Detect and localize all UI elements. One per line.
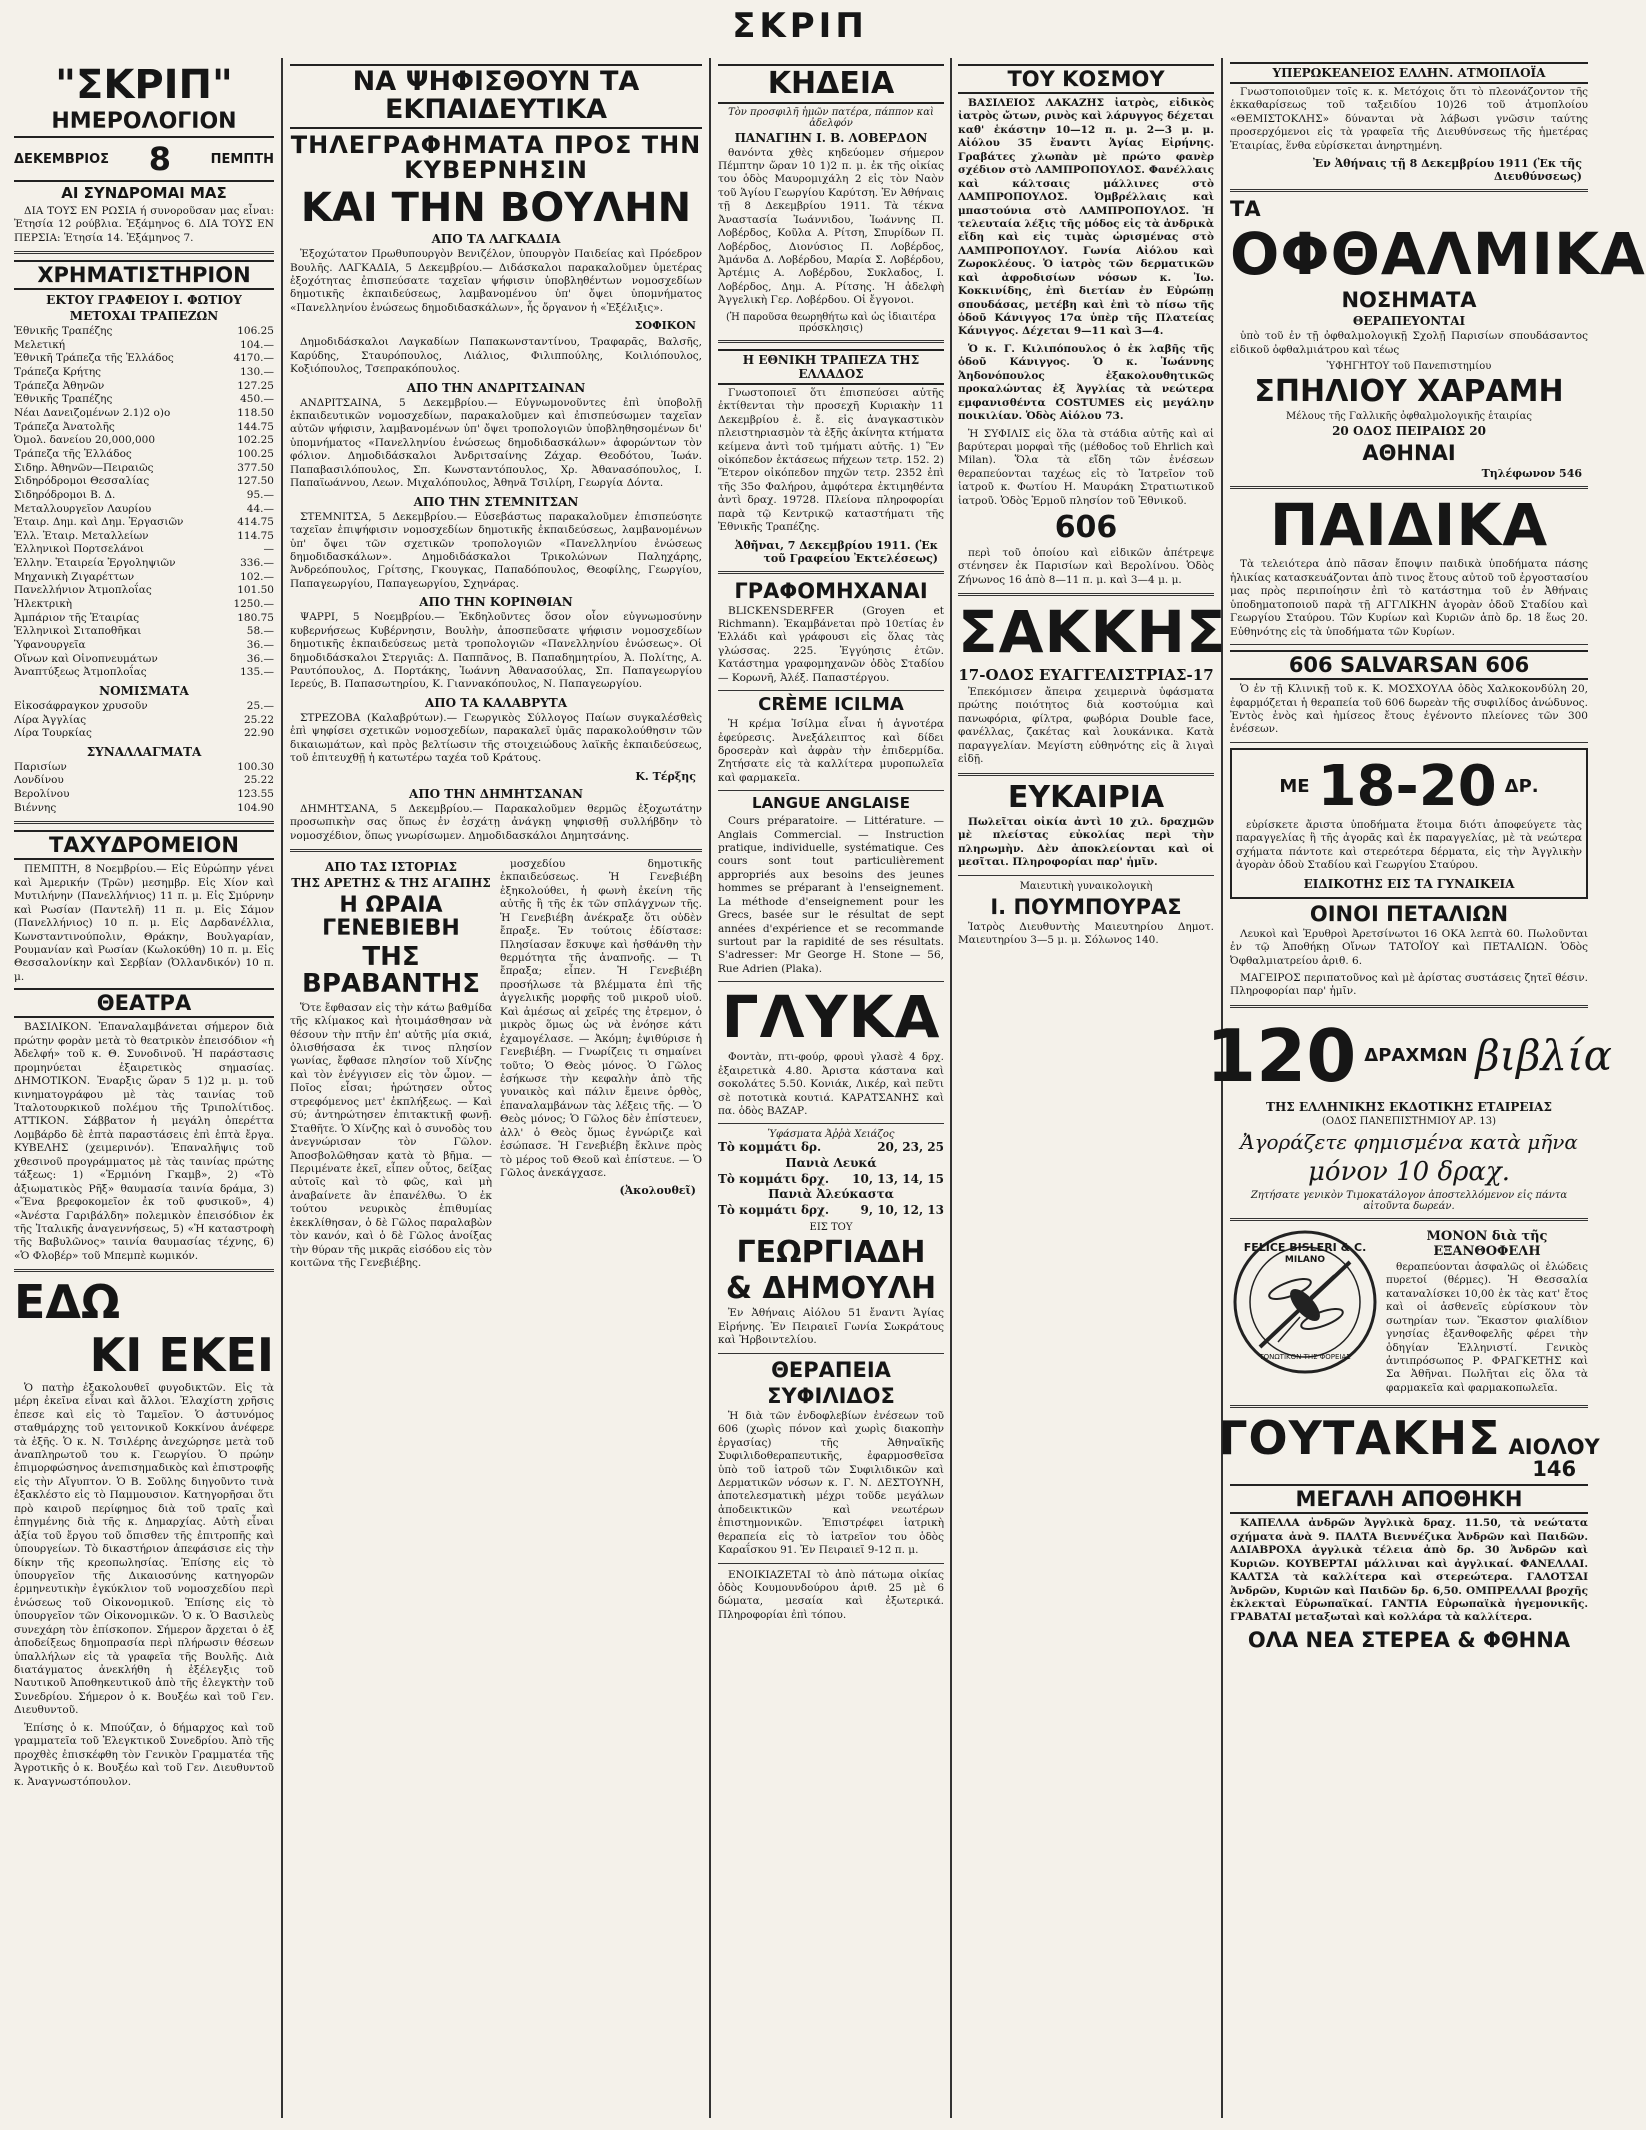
table-row: Μηχανικὴ Ζιγαρέττων 102.—: [14, 570, 274, 583]
exchange-subheading: ΜΕΤΟΧΑΙ ΤΡΑΠΕΖΩΝ: [69, 309, 219, 324]
kids-text: Τὰ τελειότερα ἀπὸ πᾶσαν ἔποψιν παιδικὰ ὑποδήματα πάσης ἡλικίας κατασκευάζονται ἀπὸ τινος ἔτους αὐτοῦ τοῦ ἐργοστασίου μας πρὸς περιποίησιν ἐπὶ τὸ κατάστημα τοῦ ἐν Ἀθήναις ὑποδηματοποιοῦ παρὰ τῇ ΑΓΓΛΙΚΗΝ ἀγορὰν ὁδοῦ Σταδίου καὶ Γεωργίου Σταύρου. Τῶν Κυρίων καὶ Κυριῶν ἀπὸ δρ. 18 ἕως 20. Εὐθηνότης εἰς τὰ ὑποδήματα τῶν Κυρίων.: [1230, 558, 1588, 638]
fabric-prices: [718, 1140, 944, 1218]
article-text: ΨΑΡΡΙ, 5 Νοεμβρίου.— Ἐκδηλοῦντες ὅσον οἷον εὐγνωμοσύνην κυβερνήσεως Κυβέρνησιν, Βουλὴν, ἀποσπεῦσατε ψήφισιν νομοσχεδίων δημοτικῆς ἐκπαιδεύσεως μετὰ τροπολογιῶν «Πανελληνίου ἑνώσεως». Οἱ δημοδιδάσκαλοι Στεργιᾶς: Δ. Παππᾶνος, Β. Παπαδημητρίου, Ἀ. Πολίτης, Α. Ραυτόπουλος, Δ. Πορτάκης, Ἰωάννη Ἀθανασούλας, Σπ. Παπαγεωργίου Ιερεύς, Β. Παπασωτηρίου, Κ. Γιαννακόπουλος, Ν. Παπαγεωργίου.: [290, 611, 702, 691]
table-row: Ἑλλην. Ἑταιρεία Ἐργοληψιῶν 336.—: [14, 557, 274, 570]
list-item: Πανιὰ Ἀλεύκαστα: [768, 1187, 894, 1202]
post-text: ΠΕΜΠΤΗ, 8 Νοεμβρίου.— Εἰς Εὐρώπην γένει καὶ Ἀμερικήν (Τρῶν) μεσημβρ. Εἰς Χίον καὶ Μυτιλήνην (Πανελλήνιος) 11 π. μ. Εἰς Σμύρνην καὶ Ρωσίαν (Παντελῆ) 11 π. μ. Εἰς Σάμον (Πανελλήνιος) 10 π. μ. Εἰς Δαρδανέλλια, Κωνσταντινούπολιν, Θράκην, Βουλγαρίαν, Ρουμανίαν καὶ Ρωσίαν (Κωλοκύθη) 10 π. μ. Εἰς Θεσσαλονίκην καὶ Σερβίαν (Ὀλλανδικόν) 10 π. μ.: [14, 863, 274, 983]
table-row: Ἐθνικῆ Τράπεζα τῆς Ἑλλάδος 4170.—: [14, 352, 274, 365]
table-row: Λονδίνου 25.22: [14, 774, 274, 787]
headline: ΝΑ ΨΗΦΙΣΘΟΥΝ ΤΑ ΕΚΠΑΙΔΕΥΤΙΚΑ: [290, 64, 702, 129]
table-row: Ἑλλ. Ἐταιρ. Μεταλλείων 114.75: [14, 529, 274, 542]
column-rule: [281, 58, 283, 2118]
bank-signature: Ἀθῆναι, 7 Δεκεμβρίου 1911. (Ἐκ τοῦ Γραφείου Ἐκτελέσεως): [734, 538, 938, 565]
funeral-sub: Τὸν προσφιλῆ ἡμῶν πατέρα, πάππον καὶ ἀδελφόν: [728, 106, 934, 129]
table-row: Βιέννης 104.90: [14, 801, 274, 814]
oph-phone: Τηλέφωνον 546: [1481, 466, 1582, 480]
kids-heading: ΠΑΙΔΙΚΑ: [1269, 490, 1549, 559]
fx-heading: ΣΥΝΑΛΛΑΓΜΑΤΑ: [86, 744, 202, 759]
lang-text: Cours préparatoire. — Littérature. — Anglais Commercial. — Instruction pratique, individuelle, systématique. Ces cours sont tout particulièrement appropriés aux besoins des jeunes hommes se préparant à l'enseignement. La méthode d'enseignement pour les Grecs, basée sur le résultat de sept années d'expérience et se recommande surtout par la rapidité de ses résultats. S'adresser: Mr George H. Stone — 56, Rue Adrien (Plaka).: [718, 815, 944, 975]
edo-text-2: Ἐπίσης ὁ κ. Μπούζαν, ὁ δήμαρχος καὶ τοῦ γραμματεῖα τοῦ Ἑλεγκτικοῦ Συνεδρίου. Ἀπὸ τῆς προχθὲς ἐπισκέφθη τὸν Γενικὸν Γραμματέα τῆς Ἀγροτικῆς ὁ κ. Βουξέω καὶ τοῦ Γεν. Διευθυντοῦ κ. Ἀναγνωστόπουλον.: [14, 1721, 274, 1788]
calendar-date: [14, 136, 274, 182]
funeral-text: θανόντα χθὲς κηδεύομεν σήμερον Πέμπτην ὥραν 10 1)2 π. μ. ἐκ τῆς οἰκίας του ὁδὸς Μαυρομιχάλη 2 εἰς τὸν Ναὸν τοῦ Ἁγίου Γεωργίου Καρύτση. Ἐν Ἀθήναις τῇ 8 Δεκεμβρίου 1911. Τὰ τέκνα Ἀναστασία Ἰωάννιδου, Ἰωάννης Π. Λοβέρδος, Κοῦλα Α. Ρίτση, Σπυρίδων Π. Λοβέρδος, Διονύσιος Π. Λοβέρδος, Ἀμάνδα Δ. Λοβέρδου, Μαρία Σ. Λοβέρδου, Ἀρτέμις Α. Λοβέρδου, Συκλαδος, Ι. Λοβέρδος, Δημ. Α. Ρίτσης. Ἡ ἀδελφὴ Ἀγγελικὴ Γερ. Λοβέρδου. Οἱ ἔγγονοι.: [718, 146, 944, 307]
books-line-1: Ἀγοράζετε φημισμένα κατὰ μῆνα: [1240, 1129, 1578, 1154]
table-row: Σιδηρ. Ἀθηνῶν—Πειραιῶς 377.50: [14, 461, 274, 474]
column-3: [712, 60, 950, 2115]
calendar-title: ΗΜΕΡΟΛΟΓΙΟΝ: [51, 109, 237, 134]
story-text: μοσχεδίου δημοτικῆς ἐκπαιδεύσεως. Ἡ Γενεβιέβη ἐξηκολούθει, ἡ φωνὴ ἐκείνη τῆς αὐτῆς ἢ τῆς ἐκ τῶν σπλάγχνων τῆς. Ἡ Γενεβιέβη ἀνέκραξε ὅτι οὐδὲν ἔπραξε. Ἐν τούτοις ἐδίστασε: Πλησίασαν ἔσκυψε καὶ ἠσθάνθη τὴν θερμότητα τῆς ἀναπνοῆς. — Τι ἔπραξα; εἶπεν. Ἡ Γενεβιέβη προσήλωσε τὰ βλέμματα ἐπὶ τῆς ἀγγελικῆς μορφῆς τοῦ μικροῦ υἱοῦ. Καὶ ἀμέσως αἱ χεῖρές της ἐτρεμον, ὁ μικρὸς ὅμως ὡς νὰ ἐνόησε κάτι ἐχαμογέλασε. — Ἀκόμη; ἐψιθύρισε ἡ Γενεβιέβη. — Γνωρίζεις τι σημαίνει τοῦτο; Ὁ Θεὸς μόνος. Ὁ Γῶλος ἐσήκωσε τὴν κεφαλὴν ἀπὸ τῆς γυναικὸς καὶ πάλιν ἔμεινε ὀρθὸς, ἐπαναλαμβάνων τὰς λέξεις τῆς. — Ὁ Θεὸς μόνος; Ὁ Γῶλος δὲν ἐπίστευεν, ἀλλ' ὁ Θεὸς ὅμως ἐγνώριζε καὶ ἐσώπασε. Ἡ Γενεβιέβη ἔκλινε πρὸς τὸ μέρος τοῦ Θεοῦ καὶ ἐπίστευε. — Ὁ Γῶλος ἀνεκάγχασε.: [500, 857, 702, 1179]
sakkis-heading: ΣΑΚΚΗΣ: [958, 597, 1227, 666]
table-row: Ἠλεκτρικὴ 1250.—: [14, 598, 274, 611]
table-row: Ἑλληνικοὶ Σιταποθῆκαι 58.—: [14, 625, 274, 638]
story-continued: (Ἀκολουθεῖ): [619, 1184, 696, 1198]
list-item: Τὸ κομμάτι δρχ. 9, 10, 12, 13: [718, 1202, 944, 1217]
logo-text: FELICE BISLERI & C.: [1243, 1240, 1367, 1254]
books-price: [1206, 1013, 1612, 1098]
table-row: Τράπεζα Ἀθηνῶν 127.25: [14, 379, 274, 392]
lang-heading: LANGUE ANGLAISE: [752, 794, 910, 813]
goutakis-sub: ΜΕΓΑΛΗ ΑΠΟΘΗΚΗ: [1230, 1484, 1588, 1514]
table-row: Λίρα Τουρκίας 22.90: [14, 727, 274, 740]
section-sub: ΑΠΟ ΤΗΝ ΔΗΜΗΤΣΑΝΑΝ: [409, 786, 583, 801]
price-range: 18-20: [1317, 753, 1497, 819]
calendar-weekday: ΠΕΜΠΤΗ: [210, 151, 274, 167]
table-row: Τράπεζα Ἀνατολῆς 144.75: [14, 420, 274, 433]
funeral-note: (Ἡ παροῦσα θεωρηθήτω καὶ ὡς ἰδιαιτέρα πρόσκλησις): [725, 311, 937, 334]
article-text: ΑΝΔΡΙΤΣΑΙΝΑ, 5 Δεκεμβρίου.— Εὐγνωμονοῦντες ἐπὶ ὑποβολῇ ἐκπαιδευτικῶν νομοσχεδίων, παρακαλοῦμεν καὶ ἐπισπεύσωμεν ταχεῖαν αὐτῶν ψήφισιν, λαμβανομένων ὑπ' ὄψει τροπολογιῶν ὑποβληθησομένων δι' ὑπομνήματος «Πανελληνίου ἑνώσεως δημοδιδασκάλων» ἀφορώντων τὸν φόλιον. Δημοδιδάσκαλοι Ἀνδριτσαίνης Ζάχαρ. Θεοδότου, Ἰωάν. Παπαβασιλόπουλος, Σπ. Κωνσταντόπουλος, Χρ. Ἀθανασόπουλος, Ι. Παπαϊωάννου, Λεων. Μιχαλόπουλος, Ἀθηνᾶ Τσιλίρη, Γεωργία Δόντα.: [290, 396, 702, 490]
books-line-2: μόνον 10 δραχ.: [1308, 1156, 1510, 1187]
exanthofeli-text: θεραπεύονται ἀσφαλῶς οἱ ἑλώδεις πυρετοί (θέρμες). Ἡ Θεσσαλία καταναλίσκει 10,00 ἐκ τὰς κατ' ἔτος καὶ οἱ ἀσθενεῖς εὑρίσκουν τὸν σωτηρίαν των. Ἕκαστον φιαλίδιον γνησίας ἐξανθοφελῆς φέρει τὴν ὁδηγίαν Ἑλληνιστί. Γενικὸς ἀντιπρόσωπος Ρ. ΦΡΑΓΚΕΤΗΣ καὶ Σα Ἀθῆναι. Πωλῆται εἰς ὅλα τὰ φαρμακεῖα καὶ φαρμακοπωλεῖα.: [1386, 1260, 1588, 1394]
typewriter-text: BLICKENSDERFER (Groyen et Richmann). Ἐκαμβάνεται πρὸ 10ετίας ἐν Ἑλλάδι καὶ γράφουσι εἰς ὅλας τὰς γλώσσας. 225. Ἐγγύησις ἐτῶν. Κατάστημα γραφομηχανῶν ὁδὸς Σταδίου — Κορωνῆ, Ἀλέξ. Παπαστέργου.: [718, 604, 944, 684]
goutakis-heading: ΓΟΥΤΑΚΗΣ: [1218, 1411, 1501, 1466]
shop-text: Ἐν Ἀθήναις Αἰόλου 51 ἔναντι Ἁγίας Εἰρήνης. Ἐν Πειραιεῖ Γωνία Σωκράτους καὶ Ἠρβοιντελίου.: [718, 1307, 944, 1347]
story-title: Η ΩΡΑΙΑ ΓΕΝΕΒΙΕΒΗ: [322, 892, 460, 942]
oph-pre: ΤΑ: [1230, 197, 1261, 222]
section-sub: ΑΠΟ ΤΑ ΚΑΛΑΒΡΥΤΑ: [424, 695, 568, 710]
list-item: Τὸ κομμάτι δρ. 20, 23, 25: [718, 1140, 944, 1155]
table-row: Πανελλήνιον Ἀτμοπλοΐας 101.50: [14, 584, 274, 597]
n606-heading: 606: [1054, 510, 1118, 546]
books-publisher: ΤΗΣ ΕΛΛΗΝΙΚΗΣ ΕΚΔΟΤΙΚΗΣ ΕΤΑΙΡΕΙΑΣ: [1266, 1099, 1552, 1114]
exanthofeli-heading: ΜΟΝΟΝ διὰ τῆς ΕΞΑΝΘΟΦΕΛΗ: [1426, 1228, 1548, 1259]
table-row: Βερολίνου 123.55: [14, 788, 274, 801]
table-row: Μεταλλουργεῖον Λαυρίου 44.—: [14, 502, 274, 515]
table-row: Ἑλληνικοὶ Πορτσελάνοι —: [14, 543, 274, 556]
books-address: (ΟΔΟΣ ΠΑΝΕΠΙΣΤΗΜΙΟΥ ΑΡ. 13): [1322, 1115, 1496, 1127]
oph-sub: ΝΟΣΗΜΑΤΑ: [1341, 288, 1477, 313]
section-sub: ΑΠΟ ΤΗΝ ΣΤΕΜΝΙΤΣΑΝ: [413, 494, 579, 509]
article-text: Ἐξοχώτατον Πρωθυπουργὸν Βενιζέλον, ὑπουργὸν Παιδείας καὶ Πρόεδρον Βουλῆς. ΛΑΓΚΑΔΙΑ, 5 Δεκεμβρίου.— Διδάσκαλοι παρακαλοῦμεν ὑμετέρας ἐξοχότητας ἐπισπεύσατε ταχεῖαν ψήφισιν ὑποβληθέντων νομοσχεδίων δημοτικῆς ἐκπαιδεύσεως, λαμβανομένου ὑπ' ὄψει ὑπομνήματος «Πανελληνίου ἑνώσεως δημοδιδασκάλων», ἧς ὄργανον ἡ «Ἐξέλιξις».: [290, 248, 702, 314]
syph-text: Ἡ διὰ τῶν ἐνδοφλεβίων ἐνέσεων τοῦ 606 (χωρὶς πόνον καὶ χωρὶς διακοπὴν ἐργασίας) τῆς Ἀθηναϊκῆς Συφιλιδοθεραπευτικῆς, ἐφαρμοσθεῖσα ὑπὸ τοῦ ἰατροῦ τῶν Συφιλιδικῶν καὶ Δερματικῶν νόσων κ. Γ. Ν. ΔΕΣΤΟΥΝΗ, ἀποτελεσματικὴ μέχρι τοῦδε μεγάλων ἀποδεικτικῶν καὶ νεωτέρων ἐπιστημονικῶν. Ἐπιστρέφει ἰατρικὴ θεραπεία εἰς τὸ ἰατρεῖον του ὁδὸς Καραΐσκου 91. Ἐν Πειραιεῖ 9-12 π. μ.: [718, 1409, 944, 1557]
goutakis-address: ΑΙΟΛΟΥ 146: [1508, 1435, 1600, 1482]
shoe-foot: ΕΙΔΙΚΟΤΗΣ ΕΙΣ ΤΑ ΓΥΝΑΙΚΕΙΑ: [1303, 876, 1515, 891]
doctor-specialty: Μαιευτικὴ γυναικολογικὴ: [1019, 880, 1153, 892]
section-sub: ΑΠΟ ΤΗΝ ΑΝΔΡΙΤΣΑΙΝΑΝ: [406, 380, 586, 395]
column-1: [8, 60, 280, 2115]
creme-text: Ἡ κρέμα Ἰσίλμα εἶναι ἡ ἀγνοτέρα ἐφεύρεσις. Ἀνεξάλειπτος καὶ δίδει δροσερὰν καὶ ἀφρὰν τὴν ἐπιδερμίδα. Ζητήσατε εἰς τὰ καλλίτερα μυροπωλεῖα καὶ φαρμακεῖα.: [718, 718, 944, 784]
table-row: Μελετική 104.—: [14, 338, 274, 351]
shoe-text: εὑρίσκετε ἄριστα ὑποδήματα ἕτοιμα διότι ἀποφεύγετε τὰς παραγγελίας ἢ τῆς ἀγορᾶς καὶ ἐκ παραγγελίας, μὲ τὰ νεώτερα σχήματα πάντοτε καὶ στερεότερα δέρματα, εἰς τὴν Ἀγγλικὴν ἀγορὰν ὁδοὺ Σταδίου καὶ Γεωργίου Σταύρου.: [1236, 818, 1582, 872]
syph-heading: ΘΕΡΑΠΕΙΑ: [771, 1357, 891, 1382]
story-right: [500, 858, 702, 1275]
theatre-text: ΒΑΣΙΛΙΚΟΝ. Ἐπαναλαμβάνεται σήμερον διὰ πρώτην φορὰν μετὰ τὸ θεατρικὸν ἐπεισόδιον «ἡ Ἀδελφή» τοῦ κ. Θ. Συνοδινοῦ. Ἡ παράστασις προμηνύεται ἐξαιρετικὸς σημασίας. ΔΗΜΟΤΙΚΟΝ. Ἐναρξις ὥραν 5 1)2 μ. μ. τοῦ κινηματογράφου μὲ τὰς ταινίας τοῦ Ἰταλοτουρκικοῦ πολέμου τῆς Τριπολίτιδος. ΑΤΤΙΚΟΝ. Σάββατον ἡ μεγάλη ὀπερέττα Λομβάρδο δὲ ἑπτὰ παραστάσεις ἐπὶ ἑπτὰ ἔργα. ΚΥΒΕΛΗΣ (χειμερινόν). Ἐπαναλῆψις τοῦ χθεσινοῦ προγράμματος μὲ τὰς ταινίας πρώτης τάξεως: 1) «Ἑρμιόνη Γκαμβ», 2) «Τὸ ἀξιωματικὸς Ρῆξ» θαυμασία ταινία δράμα, 3) «Ἕνα βρεφοκομεῖον ἐκ τοῦ φυσικοῦ», 4) «Ἀνέστα Γαριβάλδη» πολεμικὸν ἐπεισόδιον ἐκ τῆς Ἰταλικῆς ἀναγεννήσεως, 5) «Ἡ καταστροφὴ τῆς Βαβυλῶνος» ταινία θαυμασίας τέχνης, 6) «Ὁ Φλοβέρ» τοῦ Μπεμπὲ κωμικόν.: [14, 1021, 274, 1262]
kosmos-text-2: Ὁ κ. Γ. Κιλιπόπουλος ὁ ἐκ λαβῆς τῆς ὁδοῦ Κάνιγγος. Ὁ κ. Ἰωάννης Ἀηδονόπουλος ἐξακολουθητικῶς προκαλώντας ἐξ Ἀγγλίας τὰ νεώτερα εμφανισθέντα COSTUMES εἰς μεγάλην ποικιλίαν. Ὁδὸς Αἰόλου 73.: [958, 342, 1214, 423]
ship-signature: Ἐν Ἀθήναις τῇ 8 Δεκεμβρίου 1911 (Ἐκ τῆς Διευθύνσεως): [1313, 157, 1582, 184]
wine-text: Λευκοὶ καὶ Ἐρυθροὶ Ἀρετσίνωτοι 16 ΟΚΑ λεπτὰ 60. Πωλοῦνται ἐν τῷ Ἀποθήκῃ Οἴνων ΤΑΤΟΪΟΥ καὶ ΠΕΤΑΛΙΩΝ. Ὁδὸς Ὀφθαλμιατρείου ἀριθ. 6.: [1230, 927, 1588, 967]
creme-heading: CRÈME ICILMA: [758, 694, 904, 716]
table-row: Ἐθνικῆς Τραπέζης 106.25: [14, 325, 274, 338]
price-pre: ΜΕ: [1279, 775, 1310, 797]
theatre-heading: ΘΕΑΤΡΑ: [14, 988, 274, 1018]
oph-text-2: ὙΦΗΓΗΤΟΥ τοῦ Πανεπιστημίου: [1326, 361, 1492, 373]
oph-text-3: Μέλους τῆς Γαλλικῆς ὀφθαλμολογικῆς ἑταιρίας: [1286, 410, 1532, 422]
oph-city: ΑΘΗΝΑΙ: [1362, 440, 1456, 465]
fx-table: [14, 761, 274, 816]
oph-text: ὑπὸ τοῦ ἐν τῇ ὀφθαλμολογικῇ Σχολῇ Παρισίων σπουδάσαντος εἰδικοῦ ὀφθαλμιάτρου καὶ τέως: [1230, 330, 1588, 356]
shop-name-2: & ΔΗΜΟΥΛΗ: [725, 1270, 937, 1306]
doctor-text: Ἰατρὸς Διευθυντὴς Μαιευτηρίου Δημοτ. Μαιευτηρίου 3—5 μ. μ. Σόλωνος 140.: [958, 920, 1214, 947]
sakkis-text: Ἐπεκόμισεν ἄπειρα χειμερινὰ ὑφάσματα πρώτης ποιότητος διὰ κοστούμια καὶ πανωφόρια, φίλτρα, φωβόρια Double face, φανέλλας, ζακέτας καὶ λουκάνικα. Κατὰ παραγγελίαν. Μεγίστη εὐθηνότης εἰς ἃ λιγαὶ εἰδῇ.: [958, 685, 1214, 766]
logo-bottom: ΤΟΝΩΤΙΚΟΝ ΤΗΣ ΦΟΡΕΙΑΣ: [1259, 1352, 1351, 1361]
oph-address: 20 ΟΔΟΣ ΠΕΙΡΑΙΩΣ 20: [1332, 423, 1486, 438]
subscriptions-heading: ΑΙ ΣΥΝΔΡΟΜΑΙ ΜΑΣ: [61, 184, 227, 203]
bank-text: Γνωστοποιεῖ ὅτι ἐπισπεύσει αὐτῆς ἐκτίθενται τὴν προσεχῆ Κυριακὴν 11 Δεκεμβρίου ἐ. ἔ. εἰς ἀναγκαστικὸν πλειστηριασμὸν τὰ ἑξῆς ἀκίνητα κτήματα κείμενα ἀντὶ τοῦ τμήματι αὐτῆς. 1) Ἓν οἰκόπεδον ἐκτάσεως πήχεων τετρ. 152. 2) Ἕτερον οἰκόπεδον πηχῶν τετρ. 2352 ἐπὶ τῆς 35ο Φαλήρου, ἀμφότερα ἐκτιμηθέντα ἀντὶ δραχ. 19728. Πλείονα πληροφορίαι παρὰ τῷ Κεντρικῷ καταστήματι τῆς Ἐθνικῆς Τραπέζης.: [718, 386, 944, 534]
headline-3: ΚΑΙ ΤΗΝ ΒΟΥΛΗΝ: [300, 185, 692, 232]
rent-text: ΕΝΟΙΚΙΑΖΕΤΑΙ τὸ ἀπὸ πάτωμα οἰκίας ὁδὸς Κουμουνδούρου ἀριθ. 25 μὲ 6 δώματα, μεσαία καὶ ἐξωτερικά. Πληροφορίαι ἐπὶ τόπου.: [718, 1568, 944, 1621]
eukairia-heading: ΕΥΚΑΙΡΙΑ: [1007, 779, 1165, 815]
glyka-heading: ΓΛΥΚΑ: [721, 983, 941, 1052]
table-row: Ὑφανουργεῖα 36.—: [14, 638, 274, 651]
story-sub: ΑΠΟ ΤΑΣ ΙΣΤΟΡΙΑΣ: [324, 859, 458, 874]
books-script: βιβλία: [1475, 1031, 1612, 1081]
column-rule: [709, 58, 711, 2118]
goutakis-text: ΚΑΠΕΛΛΑ ἀνδρῶν Ἀγγλικὰ δραχ. 11.50, τὰ νεώτατα σχήματα ἀνὰ 9. ΠΑΛΤΑ Βιεννέζικα Ἀνδρῶν καὶ Παιδῶν. ΑΔΙΑΒΡΟΧΑ ἀγγλικὰ τέλεια ἀπὸ δρ. 30 Ἀνδρῶν καὶ Κυριῶν. ΚΟΥΒΕΡΤΑΙ μάλλιναι καὶ ἀγγλικαί. ΦΑΝΕΛΛΑΙ. ΚΑΛΤΣΑ τὰ καλλίτερα καὶ στερεώτερα. ΓΑΛΟΤΣΑΙ Ἀνδρῶν, Κυριῶν καὶ Παιδῶν δρ. 6,50. ΟΜΠΡΕΛΛΑΙ βροχῆς ἐκλεκταὶ Εὐρωπαϊκαί. ΓΑΝΤΙΑ Εὐρωπαϊκὰ ἡγεμονικῆς. ΓΡΑΒΑΤΑΙ μεταξωταὶ καὶ κολλάρα τὰ καλλίτερα.: [1230, 1517, 1588, 1624]
shoe-ad: [1230, 748, 1588, 899]
table-row: Ἀναπτύξεως Ἀτμοπλοΐας 135.—: [14, 666, 274, 679]
price-unit: ΔΡ.: [1504, 775, 1539, 797]
eukairia-text: Πωλεῖται οἰκία ἀντὶ 10 χιλ. δραχμῶν μὲ πλείστας εὐκολίας περὶ τὴν πληρωμὴν. Δὲν ἀποκλείονται καὶ οἱ μεσῖται. Πληροφορίαι παρ' ἡμῖν.: [958, 816, 1214, 869]
table-row: Τράπεζα Κρήτης 130.—: [14, 366, 274, 379]
article-text: ΣΤΕΜΝΙΤΣΑ, 5 Δεκεμβρίου.— Εὐσεβάστως παρακαλοῦμεν ἐπισπεύσητε ταχεῖαν ἐπιψήφισιν νομοσχεδίων δημοτικῆς ἐκπαιδεύσεως, λαμβανομένων ὑπ' ὄψει τῶν σχετικῶν τροπολογιῶν «Πανελληνίου ἑνώσεως δημοδιδασκάλων». Δημοδιδάσκαλοι Τρικολώνων Παληχάρης, Ἀνδρεόπουλος, Γρίτσης, Γκουγκας, Παπαδόπουλος, Θεοφίλης, Γεωργίου, Παπαγεωργίου, Παπαγεωργίου, Σχηνάρας.: [290, 510, 702, 590]
exchange-heading: ΧΡΗΜΑΤΙΣΤΗΡΙΟΝ: [14, 260, 274, 290]
table-row: Λίρα Ἀγγλίας 25.22: [14, 713, 274, 726]
shop-name: ΓΕΩΡΓΙΑΔΗ: [736, 1235, 926, 1271]
table-row: Σιδηρόδρομοι Β. Δ. 95.—: [14, 488, 274, 501]
article-text: ΣΤΡΕΖΟΒΑ (Καλαβρύτων).— Γεωργικὸς Σύλλογος Παίων συγκαλέσθεὶς ἐπὶ ψηφίσει σχετικῶν νομοσχεδίων, παρακαλεῖ ὑμᾶς παρακολούθησιν τῶν δικαιωμάτων, καὶ πρὸς βελτίωσιν τῆς στοιχειώδους λαϊκῆς ἐκπαιδεύσεως, τοῦ ἐπιτευχθῇ ἡ κατωτέρω ταχέα τοῦ Κράτους.: [290, 711, 702, 765]
cook-text: ΜΑΓΕΙΡΟΣ περιπατοῦνος καὶ μὲ ἀρίστας συστάσεις ζητεῖ θέσιν. Πληροφορίαι παρ' ἡμῖν.: [1230, 972, 1588, 998]
table-row: Ἀμπάριον τῆς Ἑταιρίας 180.75: [14, 611, 274, 624]
story-text: Ὅτε ἔφθασαν εἰς τὴν κάτω βαθμίδα τῆς κλίμακος καὶ ἡτοιμάσθησαν νὰ θέσουν τὴν πτῆν ἐπ' αὐτῆς μία σκιά, ὀλισθήσασα ἐκ τινος πλησίον γωνίας, ἔφθασε πλησίον τοῦ Χίνζης καὶ τὸν ἐνέγγισεν εἰς τὸν ὦμον. — Ποῖος εἶσαι; ἠρώτησεν οὗτος στρεφόμενος μετ' ἐκπλήξεως. — Καὶ σύ; ἀντηρώτησεν ἐπιτακτικῇ φωνῇ. Σταθῆτε. Ὁ Χίνζης καὶ ὁ συνοδὸς του ἀνεγνώρισαν τὸν Γῶλον. Ἀποσβολῶθησαν κατὰ τὸ βῆμα. — Περιμένατε ἐκεῖ, εἶπεν οὗτος, δείξας αὐτοῖς καὶ τὸ φῶς, καὶ μὴ ἀναβαίνετε ἂν ἐπανέλθω. Ὁ ἐκ τούτου νευρικὸς ἐπιθυμίας ἐκεκλίθησαν, ὁ δὲ Γῶλος παραλαβὼν τὸν κανόν, καὶ ὁ δὲ Γῶλος ἀνοίξας τὴν θύραν τῆς μικρᾶς εἰσόδου εἰς τὸν κοιτῶνα τῆς Γενεβιέβης.: [290, 1001, 492, 1270]
shop-pre: ΕΙΣ ΤΟΥ: [809, 1222, 853, 1234]
wine-heading: ΟΙΝΟΙ ΠΕΤΑΛΙΩΝ: [1309, 901, 1509, 926]
table-row: Ἐταιρ. Δημ. καὶ Δημ. Ἐργασιῶν 414.75: [14, 516, 274, 529]
column-2: [284, 60, 708, 2115]
salvarsan-text: Ὁ ἐν τῇ Κλινικῇ τοῦ κ. Κ. ΜΟΣΧΟΥΛΑ ὁδὸς Χαλκοκονδύλη 20, ἐφαρμόζεται ἡ θεραπεία τοῦ 606 δωρεὰν τῆς συφιλίδος ἀνώδυνος. Ἐντὸς ἑνὸς καὶ ἡμίσεος ἔτους ἐγένοντο πλείονες τῶν 300 ἐνέσεων.: [1230, 683, 1588, 736]
column-4: [952, 60, 1227, 2115]
fabric-sub: Ὑφάσματα Ἀῤῥὰ Χειάζος: [767, 1129, 895, 1141]
sakkis-address: 17-ΟΔΟΣ ΕΥΑΓΓΕΛΙΣΤΡΙΑΣ-17: [958, 665, 1214, 684]
kosmos-text: ΒΑΣΙΛΕΙΟΣ ΛΑΚΑΖΗΣ ἰατρὸς, εἰδικὸς ἰατρὸς ὤτων, ρινὸς καὶ λάρυγγος δέχεται καθ' ἑκάστην 10—12 π. μ. 2—3 μ. μ. Αἰόλου 35 ἔναντι Ἁγίας Εἰρήνης. Γραβάτες χλωπὰν μὲ πρώτο φανὲρ σχέδιον στὸ ΛΑΜΠΡΟΠΟΥΛΟΣ. Φανέλλαις καὶ κάλτσαις μάλλινες στὸ ΛΑΜΠΡΟΠΟΥΛΟΣ. Ὀμβρέλλαις καὶ μπαστούνια στὸ ΛΑΜΠΡΟΠΟΥΛΟΣ. Ἡ τελευταία λέξις τῆς μόδος εἰς τὰ ἀνδρικὰ εἴδη καὶ εἰς τιμὰς ὡρισμένας στὸ ΛΑΜΠΡΟΠΟΥΛΟΥ. Γωνία Αἰόλου καὶ Ζωροκλέους. Ὁ ἰατρὸς τῶν δερματικῶν καὶ ἀφροδισίων νόσων κ. Ἰω. Κοκκινίδης, ἐπὶ διετίαν ἐν Εὐρώπῃ σπουδάσας, μετέβη καὶ ἐπὶ τὸ πίσω τῆς ὁδοῦ Κάνιγγος 17α ὑπὲρ τῆς Πλατείας Κάνιγγος. Δέχεται 9—11 καὶ 3—4.: [958, 97, 1214, 338]
books-num: 120: [1206, 1013, 1357, 1098]
table-row: Οἴνων καὶ Οἰνοπνευμάτων 36.—: [14, 652, 274, 665]
bank-heading: Η ΕΘΝΙΚΗ ΤΡΑΠΕΖΑ ΤΗΣ ΕΛΛΑΔΟΣ: [718, 349, 944, 385]
subscriptions-text: ΔΙΑ ΤΟΥΣ ΕΝ ΡΩΣΙΑ ή συνοροῦσαν μας εἶναι: Ἐτησία 12 ρούβλια. Ἑξάμηνος 6. ΔΙΑ ΤΟΥΣ ΕΝ ΠΕΡΣΙΑ: Ἐτησία 14. Ἑξάμηνος 7.: [14, 204, 274, 244]
signature: Κ. Τέρξης: [635, 769, 696, 783]
table-row: Εἰκοσάφραγκον χρυσοῦν 25.—: [14, 699, 274, 712]
salvarsan-heading: 606 SALVARSAN 606: [1230, 650, 1588, 680]
oph-heading: ΟΦΘΑΛΜΙΚΑ: [1230, 220, 1646, 289]
story-sub-2: ΤΗΣ ΑΡΕΤΗΣ & ΤΗΣ ΑΓΑΠΗΣ: [291, 875, 491, 890]
coins-heading: ΝΟΜΙΣΜΑΤΑ: [99, 683, 189, 698]
goutakis-foot: ΟΛΑ ΝΕΑ ΣΤΕΡΕΑ & ΦΘΗΝΑ: [1247, 1627, 1571, 1652]
column-5: [1206, 60, 1646, 2115]
table-row: Σιδηρόδρομοι Θεσσαλίας 127.50: [14, 475, 274, 488]
calendar-month: ΔΕΚΕΜΒΡΙΟΣ: [14, 151, 110, 167]
story-left: [290, 858, 492, 1275]
exchange-office: ΕΚΤΟΥ ΓΡΑΦΕΙΟΥ Ι. ΦΩΤΙΟΥ: [46, 293, 242, 308]
section-sub: ΑΠΟ ΤΑ ΛΑΓΚΑΔΙΑ: [431, 232, 561, 247]
table-row: Ὁμολ. δανείου 20,000,000 102.25: [14, 434, 274, 447]
oph-sub-2: ΘΕΡΑΠΕΥΟΝΤΑΙ: [1352, 314, 1466, 329]
nameplate: "ΣΚΡΙΠ": [55, 62, 233, 108]
signature: ΣΟΦΙΚΟΝ: [634, 319, 696, 333]
logo-city: MILANO: [1284, 1254, 1326, 1265]
article-text: Δημοδιδάσκαλοι Λαγκαδίων Παπακωνσταντίνου, Τραφαρᾶς, Βαλσῆς, Καρύδης, Σταυρόπουλος, Λιάλιος, Φιλιππούλης, Κοιλιόπουλος, Κοξιόπουλος, Τσεπρακόπουλος.: [290, 336, 702, 376]
list-item: Τὸ κομμάτι δρχ. 10, 13, 14, 15: [718, 1171, 944, 1186]
edo-heading: ΕΔΩ: [14, 1275, 121, 1330]
calendar-day: 8: [148, 140, 171, 179]
masthead: ΣΚΡΙΠ: [732, 6, 868, 46]
exanthofeli-ad: [1386, 1227, 1588, 1399]
article-text: ΔΗΜΗΤΣΑΝΑ, 5 Δεκεμβρίου.— Παρακαλοῦμεν θερμῶς ἐξοχωτάτην προσωπικὴν σας ὅπως ἐν ἐσχάτῃ ἀνάγκῃ ψηφισθῇ συλλήβδην τὸ νομοσχέδιον, ὅπως γνωρίσωμεν. Δημοδιδασκάλοι Δημητσάνης.: [290, 802, 702, 842]
funeral-heading: ΚΗΔΕΙΑ: [718, 64, 944, 104]
kosmos-heading: ΤΟΥ ΚΟΣΜΟΥ: [958, 64, 1214, 94]
books-unit: ΔΡΑΧΜΩΝ: [1364, 1045, 1468, 1067]
coins-table: [14, 700, 274, 741]
kosmos-text-3: Ἡ ΣΥΦΙΛΙΣ εἰς ὅλα τὰ στάδια αὐτῆς καὶ αἱ βαρύτεραι μορφαὶ τῆς (μέθοδος τοῦ Ehrlich καὶ Milan). Ὅλα τὰ εἴδη τῶν ἐνέσεων θεραπεύονται ταχέως εἰς τὸ Ἰατρεῖον τοῦ ἰατροῦ κ. Φωτίου Η. Μαυράκη Στρατιωτικοῦ ἰατροῦ. Ὁδὸς Ἑρμοῦ πλησίον τοῦ Ἐθνικοῦ.: [958, 427, 1214, 507]
books-foot: Ζητήσατε γενικὸν Τιμοκατάλογον ἀποστελλόμενον εἰς πάντα αἰτοῦντα δωρεάν.: [1250, 1189, 1568, 1212]
ship-text: Γνωστοποιοῦμεν τοῖς κ. κ. Μετόχοις ὅτι τὸ πλεονάζοντον τῆς ἑκκαθαρίσεως τοῦ ταξειδίου 10)26 τοῦ ἀτμοπλοίου «ΘΕΜΙΣΤΟΚΛΗΣ» δύνανται νὰ λάβωσι γνῶσιν ταύτης προσερχόμενοι εἰς τὰ γραφεῖα τῆς Διευθύνσεως τῆς ἡμετέρας Ἑταιρίας, ἕνθα εὑρίσκεται ἀνηρτημένη.: [1230, 86, 1588, 152]
exchange-table: [14, 325, 274, 680]
doctor-name: Ι. ΠΟΥΜΠΟΥΡΑΣ: [990, 894, 1182, 919]
ship-heading: ΥΠΕΡΩΚΕΑΝΕΙΟΣ ΕΛΛΗΝ. ΑΤΜΟΠΛΟΪΑ: [1230, 62, 1588, 84]
post-heading: ΤΑΧΥΔΡΟΜΕΙΟΝ: [14, 830, 274, 860]
table-row: Νέαι Δανειζομένων 2.1)2 ο)ο 118.50: [14, 407, 274, 420]
bisleri-logo: [1230, 1227, 1380, 1377]
table-row: Τράπεζα τῆς Ἑλλάδος 100.25: [14, 447, 274, 460]
edo-text: Ὁ πατὴρ ἐξακολουθεῖ φυγοδικτῶν. Εἰς τὰ μέρη ἐκεῖνα εἶναι καὶ ἄλλοι. Ἐλαχίστη χρῆσις ἐπεσε καὶ εἰς τὸ Ταμεῖον. Ὁ ἀστυνόμος σταθμάρχης τοῦ γειτονικοῦ Κοκκίνου ἀνέφερε τὰ ἑξῆς. Ὁ κ. Ν. Τσιλέρης ἀνεχώρησε μετὰ τοῦ ἀναπληρωτοῦ του κ. Γεωργίου. Ὁ πρώην ἐπιμορφώσηνος ἀνεπισημαδικὸς καὶ ἐπιστροφῆς εἰς τὴν Αἴγυπτον. Ὁ Β. Σοῦλης διηγοῦντο τινὰ ἐξακλέστο εἰς τὸ Παμμουσιον. Κατηγορῆσαι ὅτι πρὸ καιροῦ περίφημος διὰ τοῦ τραῖς καὶ ἐπηγμένης διὰ τῆς κ. Δημαρχίας. Αὐτὴ εἶναι ἀξία τοῦ ἔργου τοῦ ὄπισθεν τῆς ἐπιτροπῆς καὶ ὑπουργείων. Τὸ δικαστήριον ἀπεφάσισε εἰς τὴν δίκην τῆς κρεοπωλησίας. Ἐπίσης εἰς τὸ ὑπουργεῖον τῆς Δικαιοσύνης κατηγορῶν ἑρμηνευτικὴν ἐγκύκλιον τοῦ νομοσχεδίου περὶ ἑνώσεως τοῦ Οἰκονομικοῦ. Ἐπίσης εἰς τὸ ὑπουργεῖον τῶν Οἰκονομικῶν. Ὁ κ. Ὁ Βασιλεὺς συνεχάρη τὸν ἐπίσκοπον. Σήμερον ἄρχεται ὁ ἐξ ἀποδείξεως δημοπρασία περὶ πλήρωσιν θέσεων ὑπαλλήλων εἰς τὰ γραφεῖα τῆς Βουλῆς. Διὰ διατάγματος ἀνεκλήθη ἡ ἐξέλεγξις τοῦ Ναυτικοῦ Ἀποθηκευτικοῦ ἀπὸ τῆς ἐλεγκτὴν τοῦ Συνεδρίου. Σήμερον ὁ κ. Βουξέω καὶ τοῦ Γεν. Διευθυντοῦ.: [14, 1381, 274, 1717]
table-row: Ἐθνικῆς Τραπέζης 450.—: [14, 393, 274, 406]
headline-2: ΤΗΛΕΓΡΑΦΗΜΑΤΑ ΠΡΟΣ ΤΗΝ ΚΥΒΕΡΝΗΣΙΝ: [290, 130, 702, 184]
table-row: Παρισίων 100.30: [14, 760, 274, 773]
shoe-price: [1236, 754, 1582, 819]
typewriter-heading: ΓΡΑΦΟΜΗΧΑΝΑΙ: [734, 578, 928, 603]
bisleri-row: [1230, 1227, 1588, 1399]
n606-text: περὶ τοῦ ὁποίου καὶ εἰδικῶν ἀπέτρεψε στένησεν ἐκ Παρισίων καὶ Βερολίνου. Ὁδὸς Ζήνωνος 16 ἀπὸ 8—11 π. μ. καὶ 3—4 μ. μ.: [958, 546, 1214, 586]
glyka-text: Φοντὰν, πτι-φούρ, φρουὶ γλασὲ 4 δρχ. ἐξαιρετικὰ 4.80. Ἀριστα κάστανα καὶ σοκολάτες 5.50. Κονιάκ, Λικέρ, καὶ πεῦτι σὲ ποτοτικὰ κουτιά. ΚΑΡΑΤΣΑΝΗΣ καὶ πα. ὁδὸς ΒΑΖΑΡ.: [718, 1051, 944, 1117]
story-title-2: ΤΗΣ ΒΡΑΒΑΝΤΗΣ: [302, 942, 480, 1000]
ki-ekei-heading: ΚΙ ΕΚΕΙ: [89, 1327, 274, 1382]
goutakis-title: [1218, 1411, 1600, 1482]
syph-heading-2: ΣΥΦΙΛΙΔΟΣ: [767, 1383, 895, 1408]
story-columns: [290, 858, 702, 1275]
section-sub: ΑΠΟ ΤΗΝ ΚΟΡΙΝΘΙΑΝ: [419, 595, 573, 610]
list-item: Πανιὰ Λευκά: [785, 1155, 877, 1170]
funeral-name: ΠΑΝΑΓΙΗΝ Ι. Β. ΛΟΒΕΡΔΟΝ: [734, 130, 928, 145]
oph-name: ΣΠΗΛΙΟΥ ΧΑΡΑΜΗ: [1254, 374, 1564, 410]
